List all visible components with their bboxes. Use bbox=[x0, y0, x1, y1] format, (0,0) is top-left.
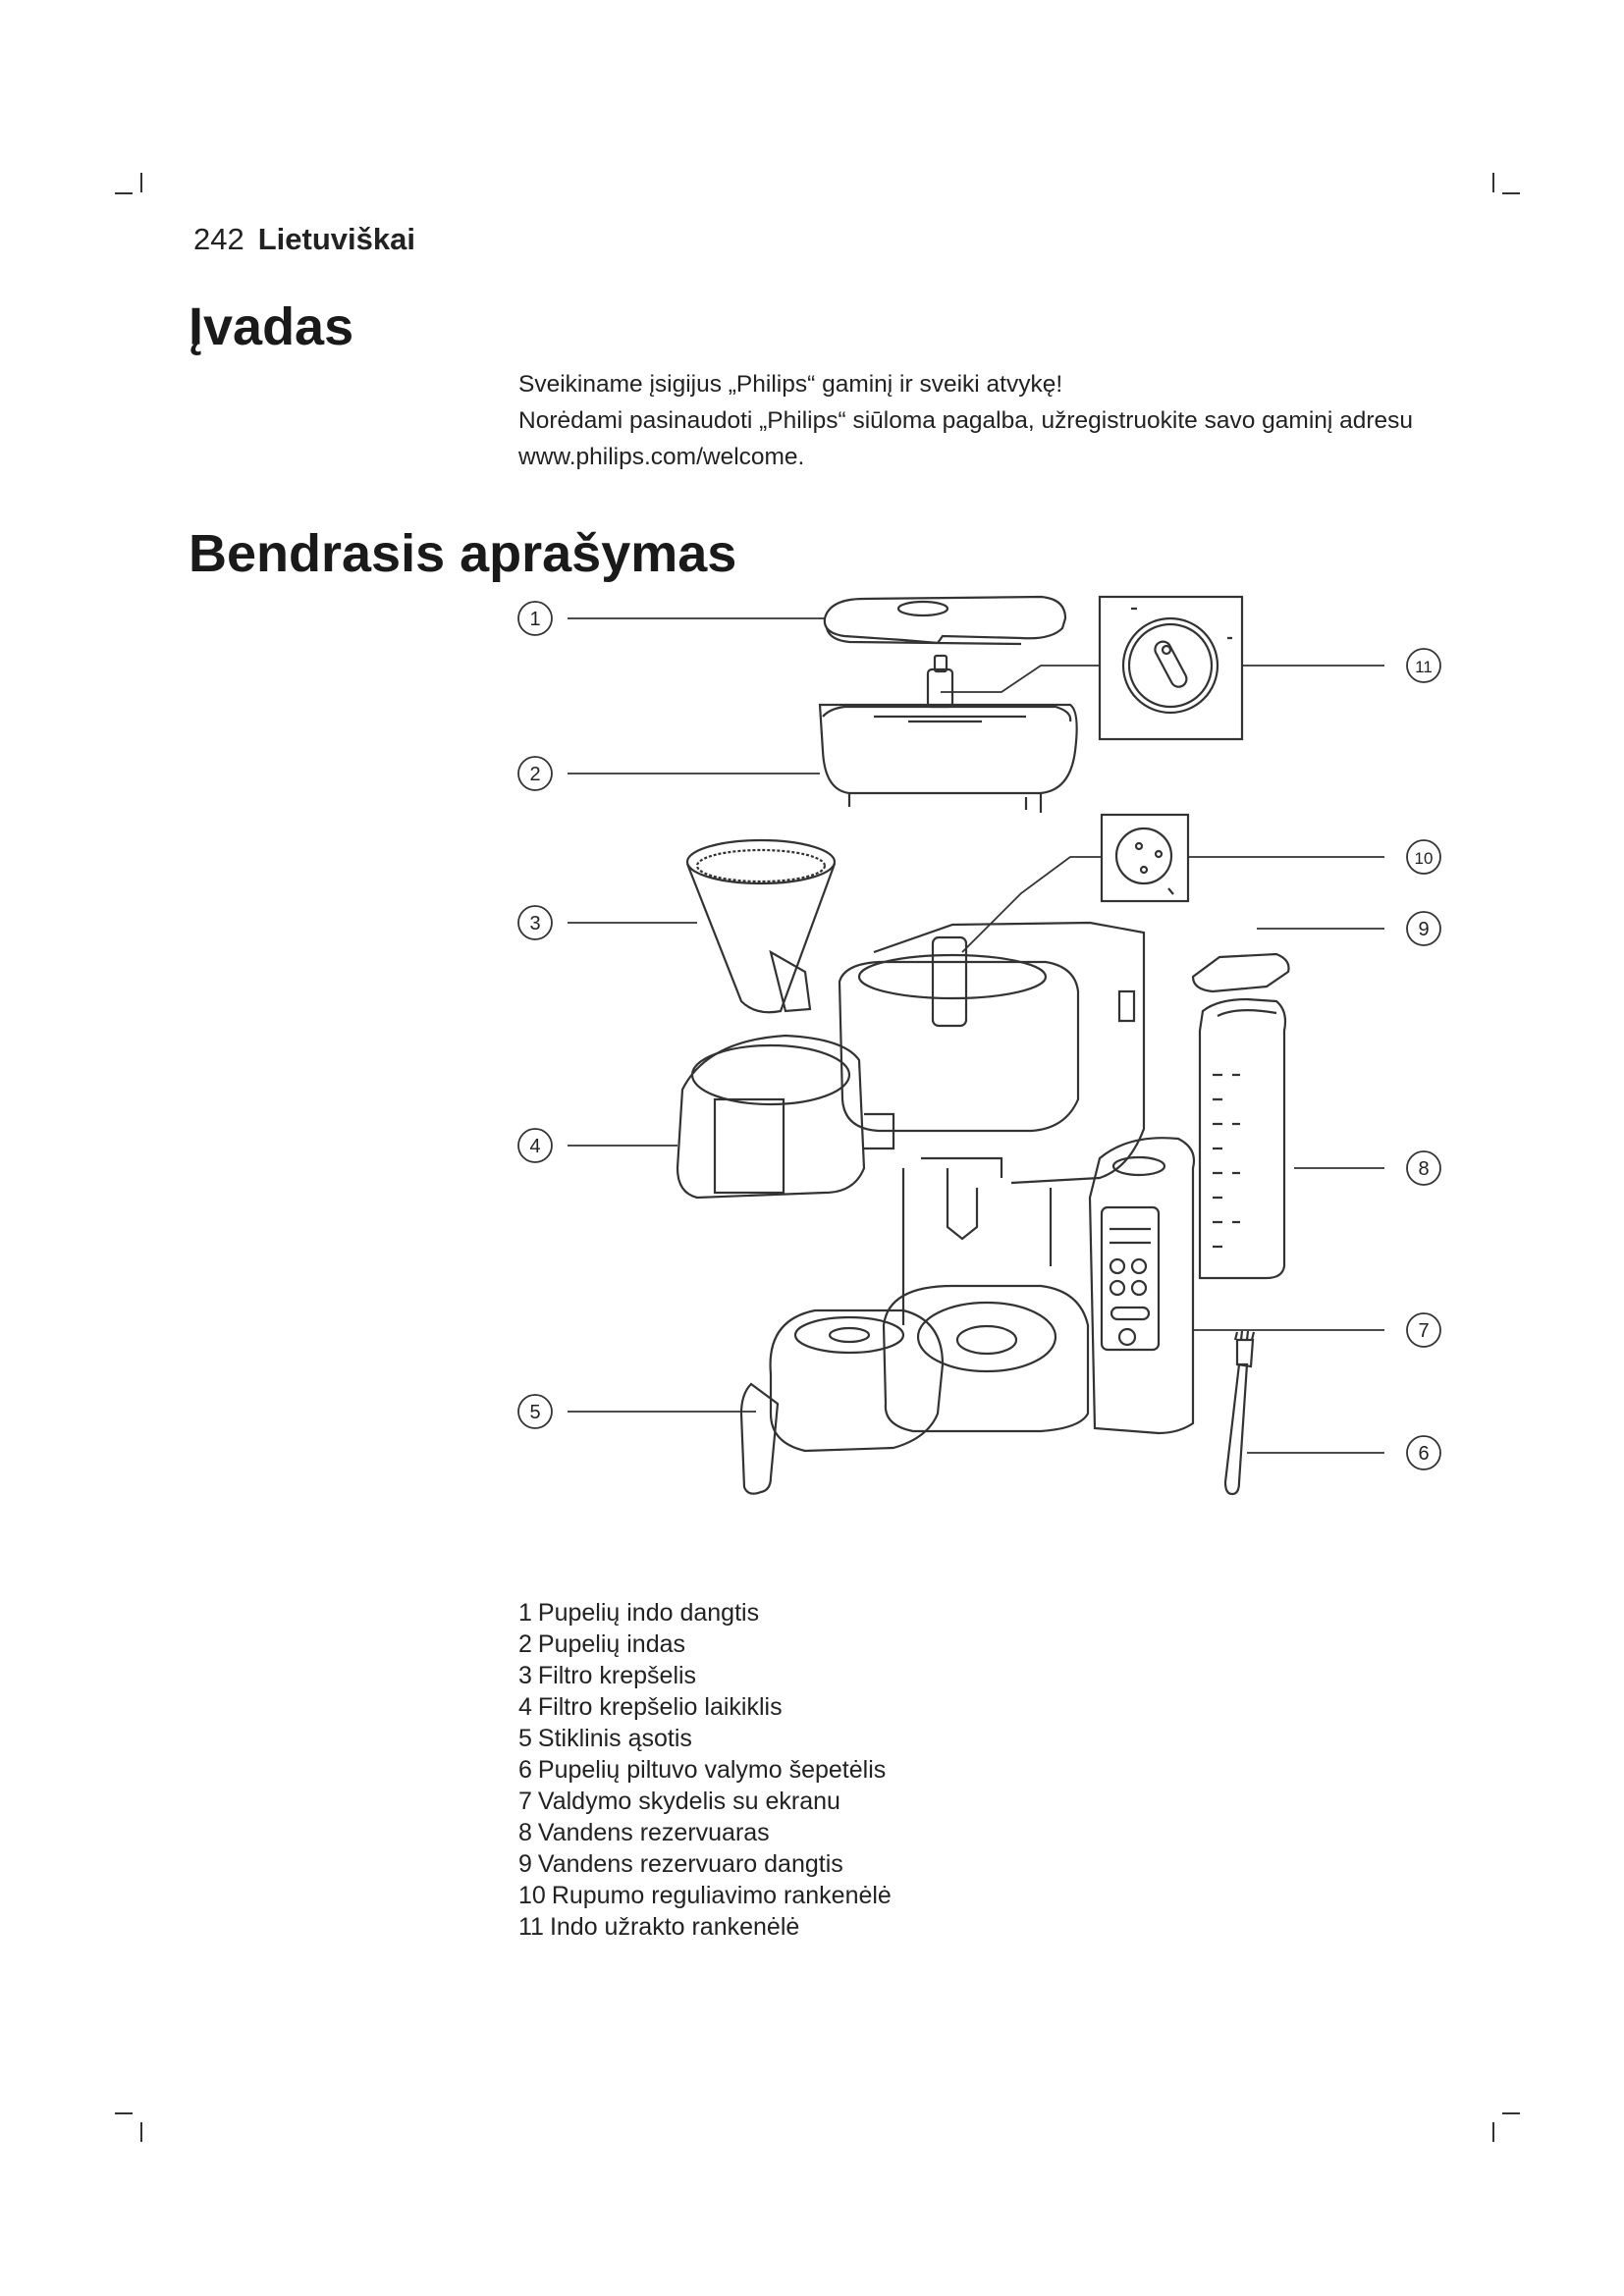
list-item: 7 Valdymo skydelis su ekranu bbox=[518, 1788, 840, 1815]
crop-mark bbox=[1502, 2112, 1520, 2114]
callout-label: 11 bbox=[1415, 658, 1433, 676]
list-item: 3 Filtro krepšelis bbox=[518, 1662, 697, 1689]
intro-paragraph: Sveikiname įsigijus „Philips“ gaminį ir sveiki atvykę! bbox=[518, 371, 1063, 398]
crop-mark bbox=[1502, 192, 1520, 194]
general-description-heading: Bendrasis aprašymas bbox=[189, 524, 737, 583]
intro-heading: Įvadas bbox=[189, 297, 354, 356]
bean-container-lid-drawing bbox=[825, 597, 1065, 644]
grind-knob-inset bbox=[1102, 815, 1188, 901]
filter-basket-drawing bbox=[687, 840, 835, 1012]
callout-label: 3 bbox=[529, 913, 541, 934]
page-header bbox=[193, 222, 415, 257]
list-item: 8 Vandens rezervuaras bbox=[518, 1819, 770, 1846]
crop-mark bbox=[115, 2112, 133, 2114]
list-item: 6 Pupelių piltuvo valymo šepetėlis bbox=[518, 1756, 887, 1784]
callout-label: 4 bbox=[529, 1136, 541, 1157]
callout-markers bbox=[518, 602, 1440, 1469]
control-panel-drawing bbox=[1090, 1138, 1194, 1433]
intro-text bbox=[518, 366, 1441, 475]
callout-label: 9 bbox=[1418, 919, 1430, 940]
list-item: 5 Stiklinis ąsotis bbox=[518, 1725, 692, 1752]
glass-jug-drawing bbox=[741, 1310, 943, 1494]
bean-container-drawing bbox=[820, 656, 1077, 813]
crop-mark bbox=[115, 192, 133, 194]
list-item: 11 Indo užrakto rankenėlė bbox=[518, 1913, 800, 1941]
callout-label: 5 bbox=[529, 1402, 541, 1423]
language-label: Lietuviškai bbox=[257, 222, 415, 256]
callout-label: 8 bbox=[1418, 1158, 1430, 1180]
crop-mark bbox=[140, 173, 142, 192]
page-number: 242 bbox=[193, 222, 244, 256]
list-item: 1 Pupelių indo dangtis bbox=[518, 1599, 760, 1627]
list-item: 9 Vandens rezervuaro dangtis bbox=[518, 1850, 843, 1878]
list-item: 10 Rupumo reguliavimo rankenėlė bbox=[518, 1882, 892, 1909]
water-tank-drawing bbox=[1200, 999, 1285, 1278]
callout-label: 6 bbox=[1418, 1443, 1430, 1465]
list-item: 4 Filtro krepšelio laikiklis bbox=[518, 1693, 783, 1721]
crop-mark bbox=[1492, 2122, 1494, 2142]
intro-paragraph: Norėdami pasinaudoti „Philips“ siūloma pagalba, užregistruokite savo gaminį adresu www.philips.com/welcome. bbox=[518, 407, 1414, 470]
coffee-maker-body-drawing bbox=[839, 923, 1144, 1325]
callout-label: 2 bbox=[529, 764, 541, 785]
cleaning-brush-drawing bbox=[1225, 1331, 1254, 1494]
crop-mark bbox=[1492, 173, 1494, 192]
parts-list bbox=[518, 1597, 892, 1943]
lock-knob-inset bbox=[1100, 597, 1242, 739]
callout-label: 1 bbox=[529, 609, 541, 630]
water-tank-lid-drawing bbox=[1193, 954, 1289, 991]
callout-label: 7 bbox=[1418, 1320, 1430, 1342]
drip-tray-drawing bbox=[884, 1286, 1088, 1431]
callout-label: 10 bbox=[1414, 849, 1434, 868]
list-item: 2 Pupelių indas bbox=[518, 1630, 686, 1658]
filter-holder-drawing bbox=[677, 1036, 893, 1198]
product-diagram bbox=[491, 579, 1492, 1561]
crop-mark bbox=[140, 2122, 142, 2142]
